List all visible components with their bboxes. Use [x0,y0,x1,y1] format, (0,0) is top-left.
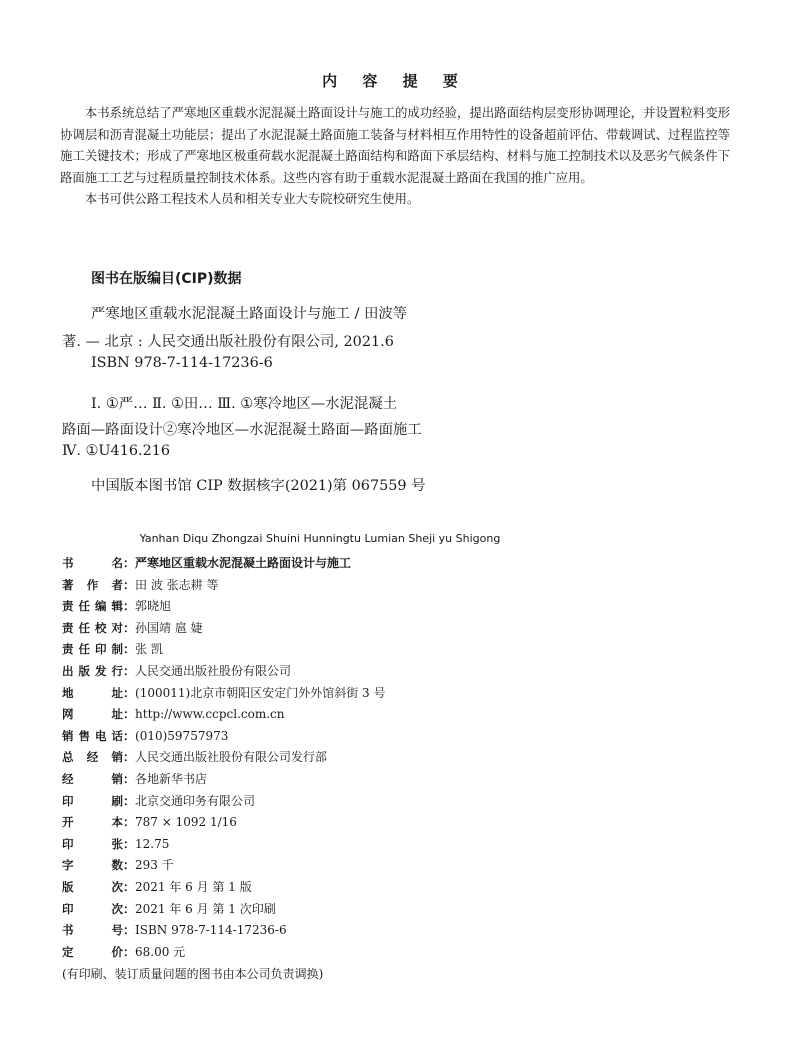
cip-line: ISBN 978-7-114-17236-6 [91,355,273,371]
info-row [62,683,662,705]
info-label: 书 号 [62,923,123,938]
info-row [62,726,662,748]
cip-line: Ⅰ. ①严… Ⅱ. ①田… Ⅲ. ①寒冷地区—水泥混凝土 [91,396,398,412]
info-label: 出 版 发 行 [62,663,123,678]
info-colon: ： [123,793,136,808]
info-value: 张 凯 [135,642,163,657]
summary-paragraph: 本书系统总结了严寒地区重载水泥混凝土路面设计与施工的成功经验，提出路面结构层变形协调理论，并设置粒料变形协调层和沥青混凝土功能层；提出了水泥混凝土路面施工装备与材料相互作用特性的设备超前评估、带载调试、过程监控等施工关键技术；形成了严寒地区极重荷载水泥混凝土路面结构和路面下承层结构、材料与施工控制技术以及恶劣气候条件下路面施工工艺与过程质量控制技术体系。这些内容有助于重载水泥混凝土路面在我国的推广应用。 [60,105,730,185]
info-label: 地 址 [62,685,123,700]
info-value: 2021 年 6 月 第 1 次印刷 [135,901,276,916]
info-value: 田 波 张志耕 等 [135,577,219,592]
info-row [62,596,662,618]
info-value: 人民交通出版社股份有限公司 [135,663,292,678]
info-row [62,618,662,640]
info-colon: ： [123,879,136,894]
info-label: 总 经 销 [62,750,123,765]
info-row [62,575,662,597]
info-label: 印 次 [62,901,123,916]
info-row [62,855,662,877]
info-label: 印 张 [62,836,123,851]
info-row [62,704,662,726]
summary-title: 内 容 提 要 [322,72,468,90]
info-row [62,769,662,791]
info-colon: ： [123,642,136,657]
cip-line: 严寒地区重载水泥混凝土路面设计与施工 / 田波等 [91,306,408,322]
summary-body [60,102,730,210]
info-value: 北京交通印务有限公司 [135,793,256,808]
info-label: 书 名 [62,556,123,570]
info-row [62,661,662,683]
info-value: ISBN 978-7-114-17236-6 [135,923,287,938]
summary-paragraph: 本书可供公路工程技术人员和相关专业大专院校研究生使用。 [84,191,420,207]
info-row [62,812,662,834]
info-value: 严寒地区重载水泥混凝土路面设计与施工 [135,556,352,570]
info-colon: ： [123,556,136,570]
cip-line: Ⅳ. ①U416.216 [62,443,171,459]
publication-info [62,553,662,963]
info-label: 著 作 者 [62,577,123,592]
info-row [62,899,662,921]
info-colon: ： [123,944,136,959]
info-value: 2021 年 6 月 第 1 版 [135,879,252,894]
info-row [62,791,662,813]
info-value: http://www.ccpcl.com.cn [135,707,285,722]
info-value: 各地新华书店 [135,771,208,786]
info-row [62,942,662,964]
info-row [62,747,662,769]
info-colon: ： [123,663,136,678]
info-label: 版 次 [62,879,123,894]
info-colon: ： [123,771,136,786]
info-colon: ： [123,728,136,743]
info-row [62,639,662,661]
cip-heading: 图书在版编目(CIP)数据 [91,271,242,287]
info-label: 责 任 印 制 [62,642,123,657]
info-colon: ： [123,901,136,916]
info-colon: ： [123,815,136,830]
info-colon: ： [123,577,136,592]
info-colon: ： [123,836,136,851]
info-colon: ： [123,858,136,873]
quality-note: (有印刷、装订质量问题的图书由本公司负责调换) [62,967,324,981]
cip-line: 著. — 北京 : 人民交通出版社股份有限公司, 2021.6 [62,334,394,350]
info-colon: ： [123,599,136,614]
cip-line: 中国版本图书馆 CIP 数据核字(2021)第 067559 号 [91,478,426,494]
info-value: 人民交通出版社股份有限公司发行部 [135,750,328,765]
info-colon: ： [123,923,136,938]
info-value: 293 千 [135,858,174,873]
info-row [62,920,662,942]
info-label: 经 销 [62,771,123,786]
info-label: 印 刷 [62,793,123,808]
info-value: 郭晓旭 [135,599,172,614]
info-colon: ： [123,685,136,700]
info-colon: ： [123,620,136,635]
info-label: 定 价 [62,944,123,959]
info-row [62,877,662,899]
info-value: 孙国靖 扈 婕 [135,620,203,635]
info-label: 责 任 校 对 [62,620,123,635]
info-label: 开 本 [62,815,123,830]
info-colon: ： [123,750,136,765]
info-value: 12.75 [135,836,170,851]
info-value: 787 × 1092 1/16 [135,815,237,830]
pinyin-title: Yanhan Diqu Zhongzai Shuini Hunningtu Lumian Sheji yu Shigong [139,532,501,545]
cip-line: 路面—路面设计②寒冷地区—水泥混凝土路面—路面施工 [62,422,422,438]
info-row [62,553,662,575]
info-value: (100011)北京市朝阳区安定门外外馆斜街 3 号 [135,685,386,700]
info-label: 字 数 [62,858,123,873]
info-label: 销 售 电 话 [62,728,123,743]
info-row [62,834,662,856]
info-label: 责 任 编 辑 [62,599,123,614]
info-colon: ： [123,707,136,722]
info-label: 网 址 [62,707,123,722]
info-value: (010)59757973 [135,728,229,743]
info-value: 68.00 元 [135,944,186,959]
